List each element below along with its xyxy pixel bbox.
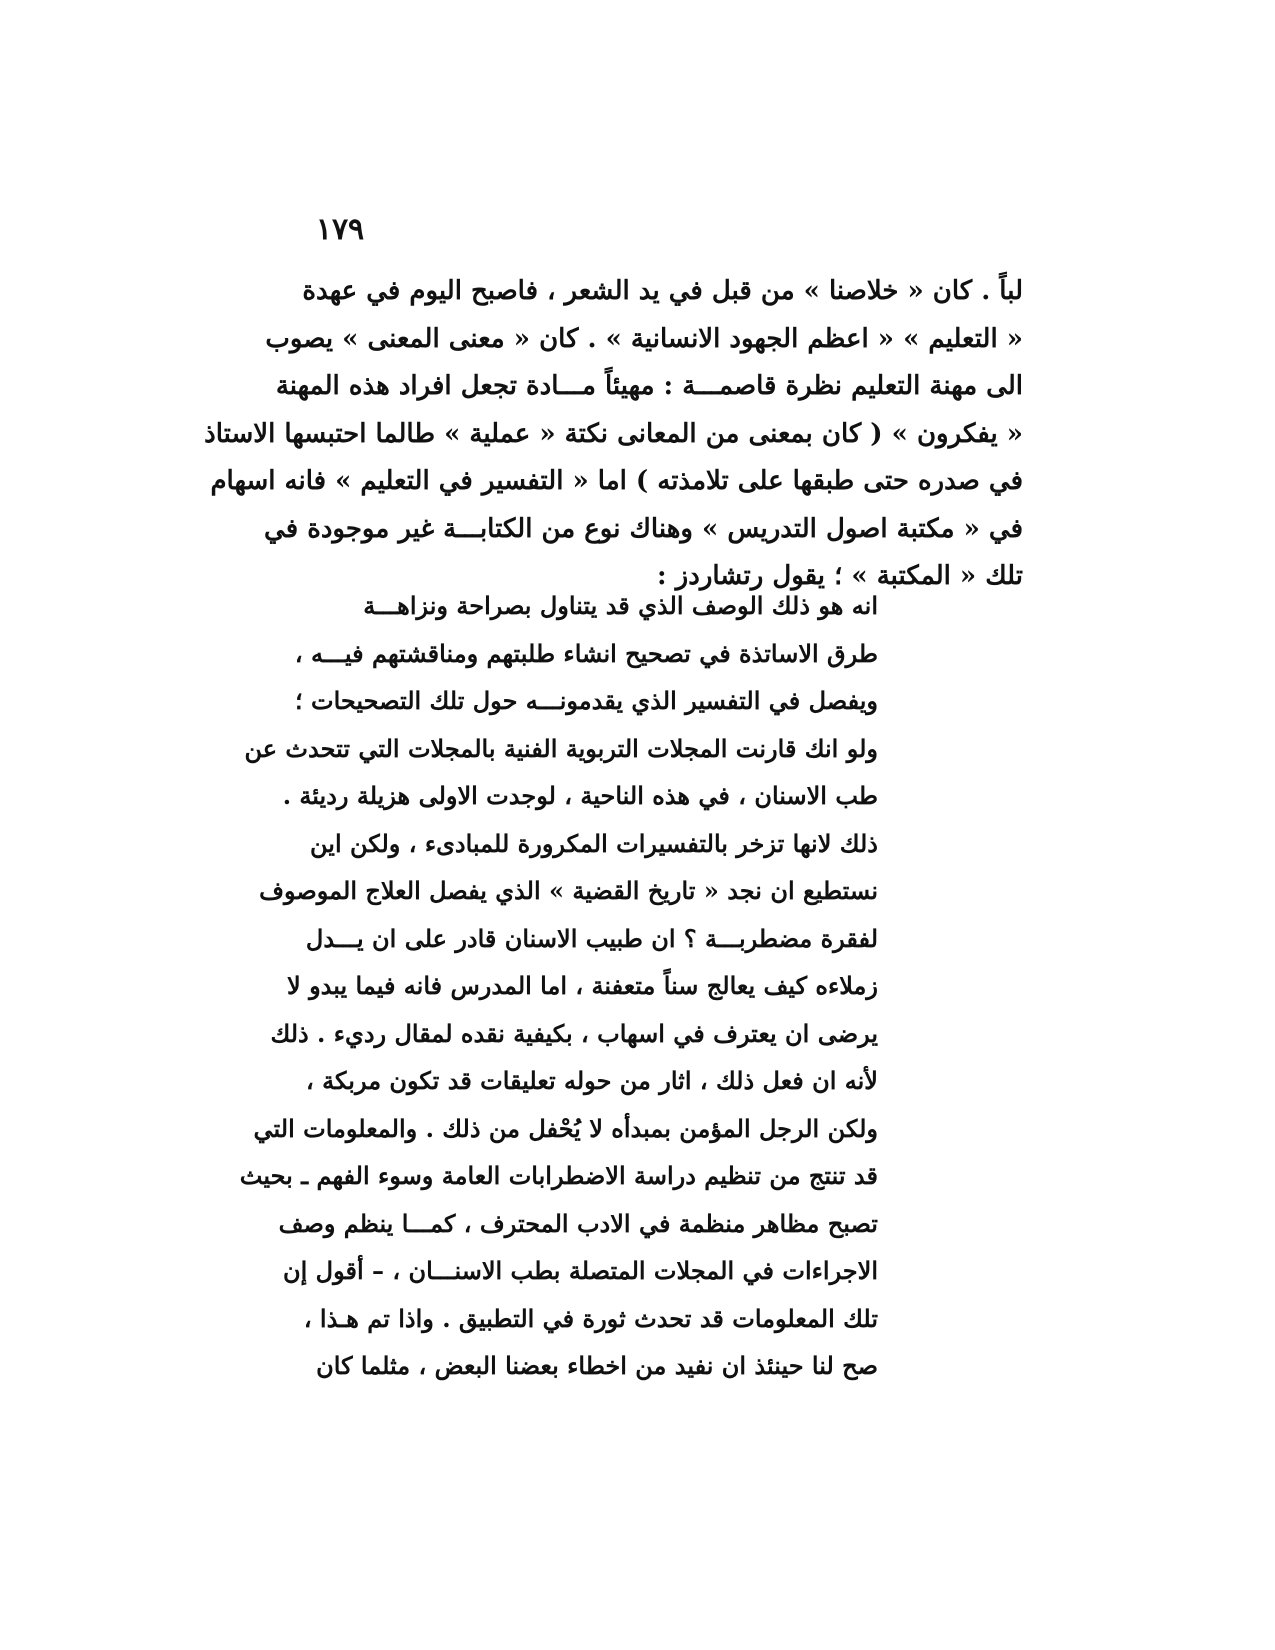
text-line: « يفكرون » ( كان بمعنى من المعانى نكتة « عملية » طالما احتبسها الاستاذ	[204, 418, 1023, 449]
quote-line: الاجراءات في المجلات المتصلة بطب الاسنـــان ، – أقول إن	[283, 1256, 878, 1285]
quote-line: طرق الاساتذة في تصحيح انشاء طلبتهم ومناقشتهم فيـــه ،	[294, 638, 878, 668]
quote-line: انه هو ذلك الوصف الذي قد يتناول بصراحة ونزاهـــة	[363, 591, 878, 620]
quote-line: نستطيع ان نجد « تاريخ القضية » الذي يفصل العلاج الموصوف	[259, 876, 878, 905]
text-line: تلك « المكتبة » ؛ يقول رتشاردز :	[657, 561, 1023, 591]
text-line: لباً . كان « خلاصنا » من قبل في يد الشعر ، فاصبح اليوم في عهدة	[302, 276, 1023, 306]
body-paragraph	[204, 268, 1023, 601]
block-quote	[239, 582, 878, 1390]
quote-line: ولو انك قارنت المجلات التربوية الفنية بالمجلات التي تتحدث عن	[244, 733, 878, 763]
quote-line: ذلك لانها تزخر بالتفسيرات المكرورة للمبادىء ، ولكن اين	[310, 828, 878, 858]
quote-line: صح لنا حينئذ ان نفيد من اخطاء بعضنا البعض ، مثلما كان	[316, 1351, 878, 1380]
quote-line: طب الاسنان ، في هذه الناحية ، لوجدت الاولى هزيلة رديئة .	[282, 781, 878, 810]
quote-line: لأنه ان فعل ذلك ، اثار من حوله تعليقات قد تكون مربكة ،	[306, 1066, 878, 1095]
quote-line: زملاءه كيف يعالج سناً متعفنة ، اما المدرس فانه فيما يبدو لا	[287, 971, 878, 1000]
quote-line: تلك المعلومات قد تحدث ثورة في التطبيق . واذا تم هـذا ،	[303, 1303, 878, 1333]
page-number: ١٧٩	[315, 212, 365, 247]
quote-line: ولكن الرجل المؤمن بمبدأه لا يُحْفل من ذلك . والمعلومات التي	[253, 1113, 878, 1143]
quote-line: ويفصل في التفسير الذي يقدمونـــه حول تلك التصحيحات ؛	[295, 686, 878, 715]
text-line: الى مهنة التعليم نظرة قاصمـــة : مهيئاً مـــادة تجعل افراد هذه المهنة	[275, 371, 1023, 401]
quote-line: تصبح مظاهر منظمة في الادب المحترف ، كمـــا ينظم وصف	[278, 1208, 878, 1238]
quote-line: يرضى ان يعترف في اسهاب ، بكيفية نقده لمقال رديء . ذلك	[270, 1018, 878, 1048]
quote-line: لفقرة مضطربـــة ؟ ان طبيب الاسنان قادر على ان يـــدل	[305, 923, 878, 953]
text-line: في صدره حتى طبقها على تلامذته ) اما « التفسير في التعليم » فانه اسهام	[210, 466, 1023, 496]
text-line: « التعليم » « اعظم الجهود الانسانية » . كان « معنى المعنى » يصوب	[265, 323, 1023, 354]
text-line: في « مكتبة اصول التدريس » وهناك نوع من الكتابـــة غير موجودة في	[264, 513, 1023, 544]
quote-line: قد تنتج من تنظيم دراسة الاضطرابات العامة وسوء الفهم ـ بحيث	[239, 1161, 878, 1190]
